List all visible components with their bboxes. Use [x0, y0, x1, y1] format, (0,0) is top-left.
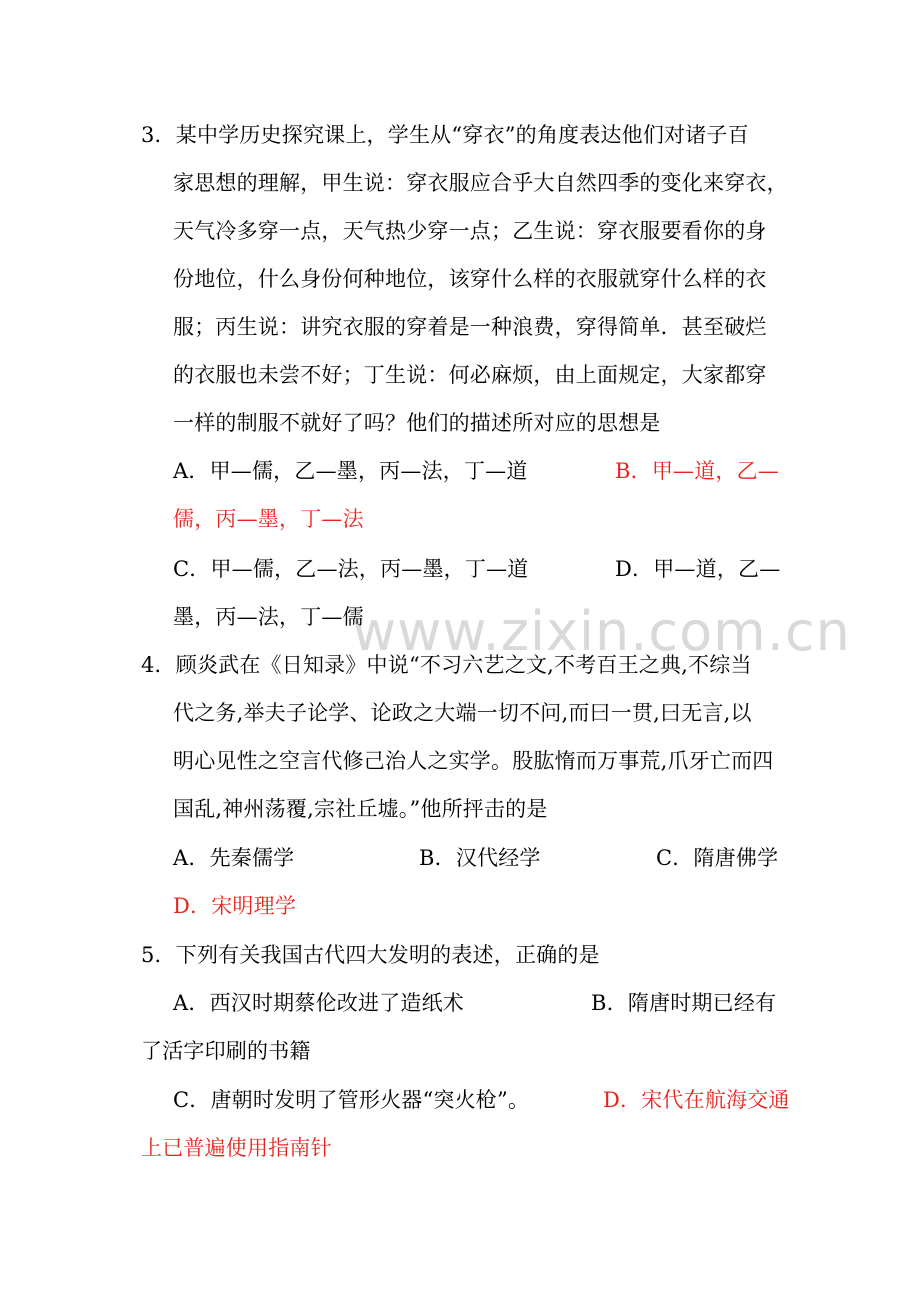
question-5-stem-line-1: 5．下列有关我国古代四大发明的表述，正确的是	[141, 943, 600, 967]
question-3-option-a: A．甲—儒，乙—墨，丙—法，丁—道	[173, 459, 528, 483]
question-5-option-b: B．隋唐时期已经有	[591, 991, 777, 1015]
question-3-option-d: D．甲—道，乙—	[615, 557, 781, 581]
question-3-stem-line-5: 服；丙生说：讲究衣服的穿着是一种浪费，穿得简单．甚至破烂	[173, 315, 767, 339]
question-3-stem-line-2: 家思想的理解，甲生说：穿衣服应合乎大自然四季的变化来穿衣，	[173, 171, 788, 195]
question-4-stem-line-3: 明心见性之空言代修己治人之实学。股肱惰而万事荒,爪牙亡而四	[173, 749, 774, 773]
watermark: www.zixin.com.cn	[352, 600, 851, 663]
question-3-stem-line-7: 一样的制服不就好了吗？他们的描述所对应的思想是	[173, 411, 661, 435]
question-5-option-a: A．西汉时期蔡伦改进了造纸术	[173, 991, 464, 1015]
question-5-option-d-answer-cont: 上已普遍使用指南针	[141, 1136, 332, 1160]
question-3-option-c: C．甲—儒，乙—法，丙—墨，丁—道	[173, 557, 529, 581]
question-3-option-b-answer-cont: 儒，丙—墨，丁—法	[173, 507, 364, 531]
question-4-option-b: B．汉代经学	[419, 846, 541, 870]
question-3-stem-line-6: 的衣服也未尝不好；丁生说：何必麻烦，由上面规定，大家都穿	[173, 363, 767, 387]
question-3-option-d-cont: 墨，丙—法，丁—儒	[173, 605, 364, 629]
question-4-option-d-answer: D．宋明理学	[173, 894, 297, 918]
question-4-option-a: A．先秦儒学	[173, 846, 295, 870]
question-3-stem-line-4: 份地位，什么身份何种地位，该穿什么样的衣服就穿什么样的衣	[173, 267, 767, 291]
question-4-stem-line-1: 4．顾炎武在《日知录》中说“不习六艺之文,不考百王之典,不综当	[141, 653, 752, 677]
question-5-option-c: C．唐朝时发明了管形火器“突火枪”。	[173, 1088, 530, 1112]
question-3-option-b-answer: B．甲—道，乙—	[615, 459, 780, 483]
question-4-option-c: C．隋唐佛学	[656, 846, 779, 870]
question-3-stem-line-3: 天气冷多穿一点，天气热少穿一点；乙生说：穿衣服要看你的身	[173, 219, 767, 243]
question-4-stem-line-2: 代之务,举夫子论学、论政之大端一切不问,而曰一贯,曰无言,以	[173, 701, 752, 725]
question-4-stem-line-4: 国乱,神州荡覆,宗社丘墟。”他所抨击的是	[173, 797, 548, 821]
question-5-option-b-cont: 了活字印刷的书籍	[141, 1039, 311, 1063]
question-5-option-d-answer: D．宋代在航海交通	[603, 1088, 790, 1112]
question-3-stem-line-1: 3．某中学历史探究课上，学生从“穿衣”的角度表达他们对诸子百	[141, 123, 749, 147]
